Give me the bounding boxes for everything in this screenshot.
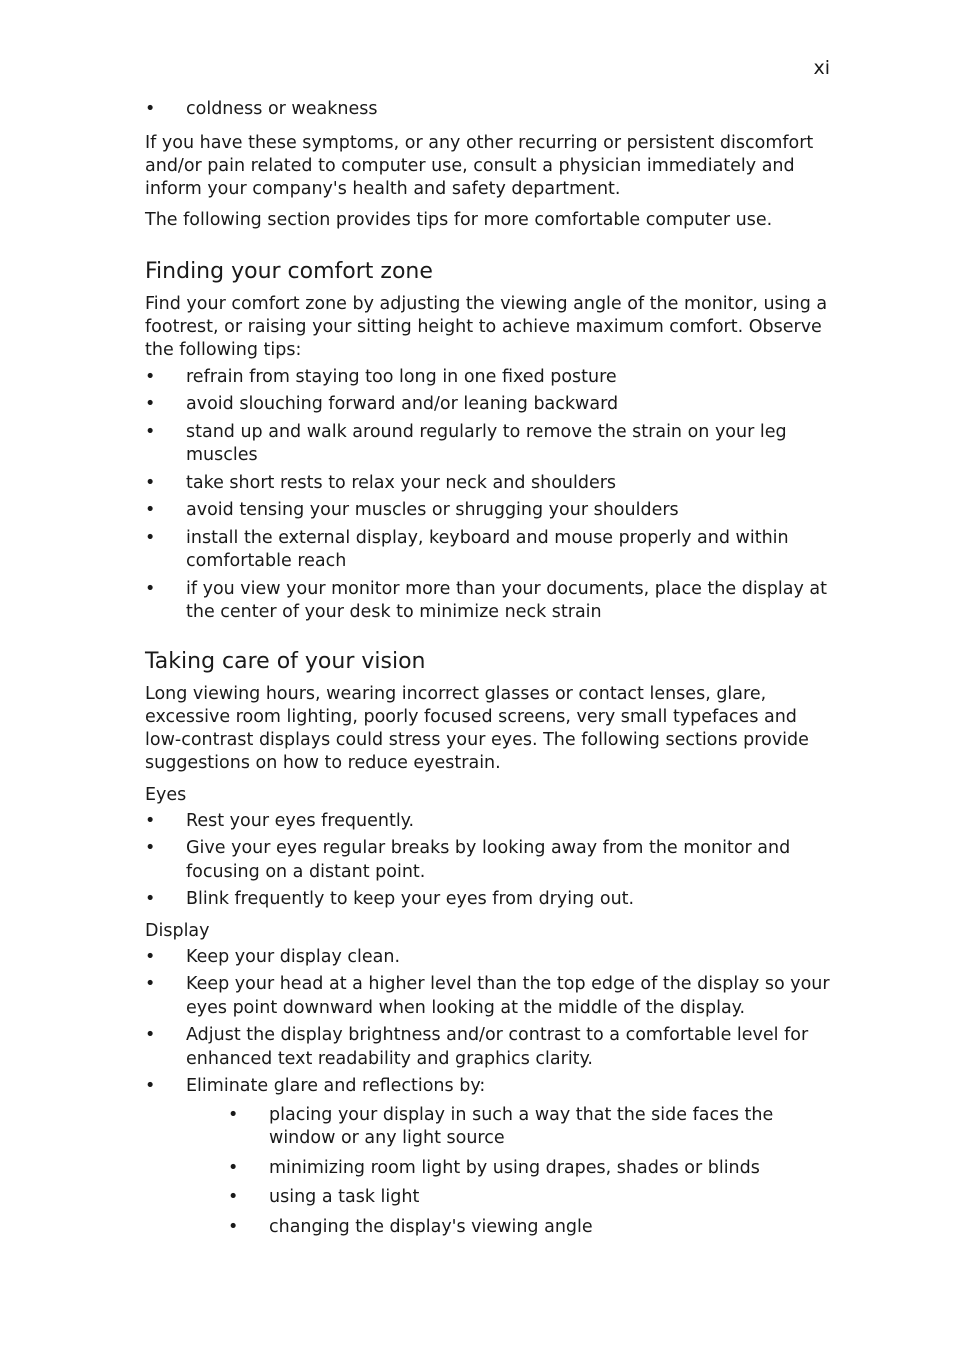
bullet-icon: •: [145, 810, 156, 831]
list-item: • install the external display, keyboard and mouse properly and within comfortable reach: [145, 527, 789, 571]
bullet-icon: •: [145, 578, 156, 599]
list-item: • refrain from staying too long in one fixed posture: [145, 366, 830, 390]
list-item: • Adjust the display brightness and/or contrast to a comfortable level for enhanced text readability and graphics clarity.: [145, 1025, 809, 1069]
bullet-icon: •: [145, 472, 156, 493]
bullet-icon: •: [228, 1104, 239, 1125]
list-item: • stand up and walk around regularly to remove the strain on your leg muscles: [145, 421, 787, 465]
page-content: [145, 98, 830, 1245]
sub-list-item: • placing your display in such a way that the side faces the window or any light source: [228, 1104, 774, 1148]
bullet-icon: •: [145, 889, 156, 909]
glare-sub-bullet-list: [228, 1104, 830, 1240]
bullet-icon: •: [145, 500, 156, 520]
bullet-icon: •: [145, 394, 156, 414]
list-item: • Eliminate glare and reflections by: • placing your display in such a way that the side faces the window or any light source • minimizing room light by using drapes, shades or blinds • using a task light • changing the display's viewing angle: [145, 1075, 830, 1239]
paragraph-tips-intro: The following section provides tips for more comfortable computer use.: [145, 209, 773, 230]
bullet-icon: •: [145, 99, 156, 119]
sub-list-item: • minimizing room light by using drapes, shades or blinds: [228, 1157, 830, 1181]
section-heading-vision: Taking care of your vision: [145, 648, 426, 674]
bullet-icon: •: [228, 1216, 239, 1237]
bullet-icon: •: [145, 366, 156, 387]
bullet-icon: •: [145, 974, 156, 994]
sub-list-item: • changing the display's viewing angle: [228, 1216, 830, 1240]
subheading-eyes: Eyes: [145, 784, 187, 805]
list-item: • coldness or weakness: [145, 98, 830, 122]
paragraph-symptoms: If you have these symptoms, or any other recurring or persistent discomfort and/or pain related to computer use, consult a physician immediately and inform your company's health and safety department.: [145, 132, 814, 199]
intro-bullet-list: [145, 98, 830, 122]
list-item: • Give your eyes regular breaks by looking away from the monitor and focusing on a distant point.: [145, 838, 791, 882]
bullet-icon: •: [228, 1187, 239, 1207]
sub-list-item: • using a task light: [228, 1186, 830, 1210]
bullet-icon: •: [145, 1076, 156, 1096]
paragraph-vision: Long viewing hours, wearing incorrect glasses or contact lenses, glare, excessive room lighting, poorly focused screens, very small typefaces and low-contrast displays could stress your eyes. The following sections provide suggestions on how to reduce eyestrain.: [145, 683, 809, 773]
list-item: • Blink frequently to keep your eyes from drying out.: [145, 888, 830, 912]
paragraph-comfort: Find your comfort zone by adjusting the viewing angle of the monitor, using a footrest, or raising your sitting height to achieve maximum comfort. Observe the following tips:: [145, 293, 828, 360]
list-item: • if you view your monitor more than your documents, place the display at the center of your desk to minimize neck strain: [145, 578, 827, 622]
list-item: • take short rests to relax your neck and shoulders: [145, 472, 830, 496]
bullet-icon: •: [228, 1157, 239, 1178]
bullet-icon: •: [145, 421, 156, 442]
bullet-icon: •: [145, 1025, 156, 1045]
display-bullet-list: [145, 946, 830, 1240]
comfort-bullet-list: [145, 366, 830, 625]
list-item: • Keep your display clean.: [145, 946, 830, 970]
list-item: • Rest your eyes frequently.: [145, 810, 830, 834]
section-heading-comfort: Finding your comfort zone: [145, 258, 433, 284]
eyes-bullet-list: [145, 810, 830, 912]
bullet-icon: •: [145, 946, 156, 967]
subheading-display: Display: [145, 920, 210, 941]
list-item: • avoid tensing your muscles or shrugging your shoulders: [145, 499, 830, 523]
bullet-icon: •: [145, 838, 156, 858]
page-number: xi: [813, 57, 830, 79]
list-item: • avoid slouching forward and/or leaning backward: [145, 393, 830, 417]
bullet-icon: •: [145, 527, 156, 548]
list-item: • Keep your head at a higher level than the top edge of the display so your eyes point downward when looking at the middle of the display.: [145, 974, 830, 1018]
